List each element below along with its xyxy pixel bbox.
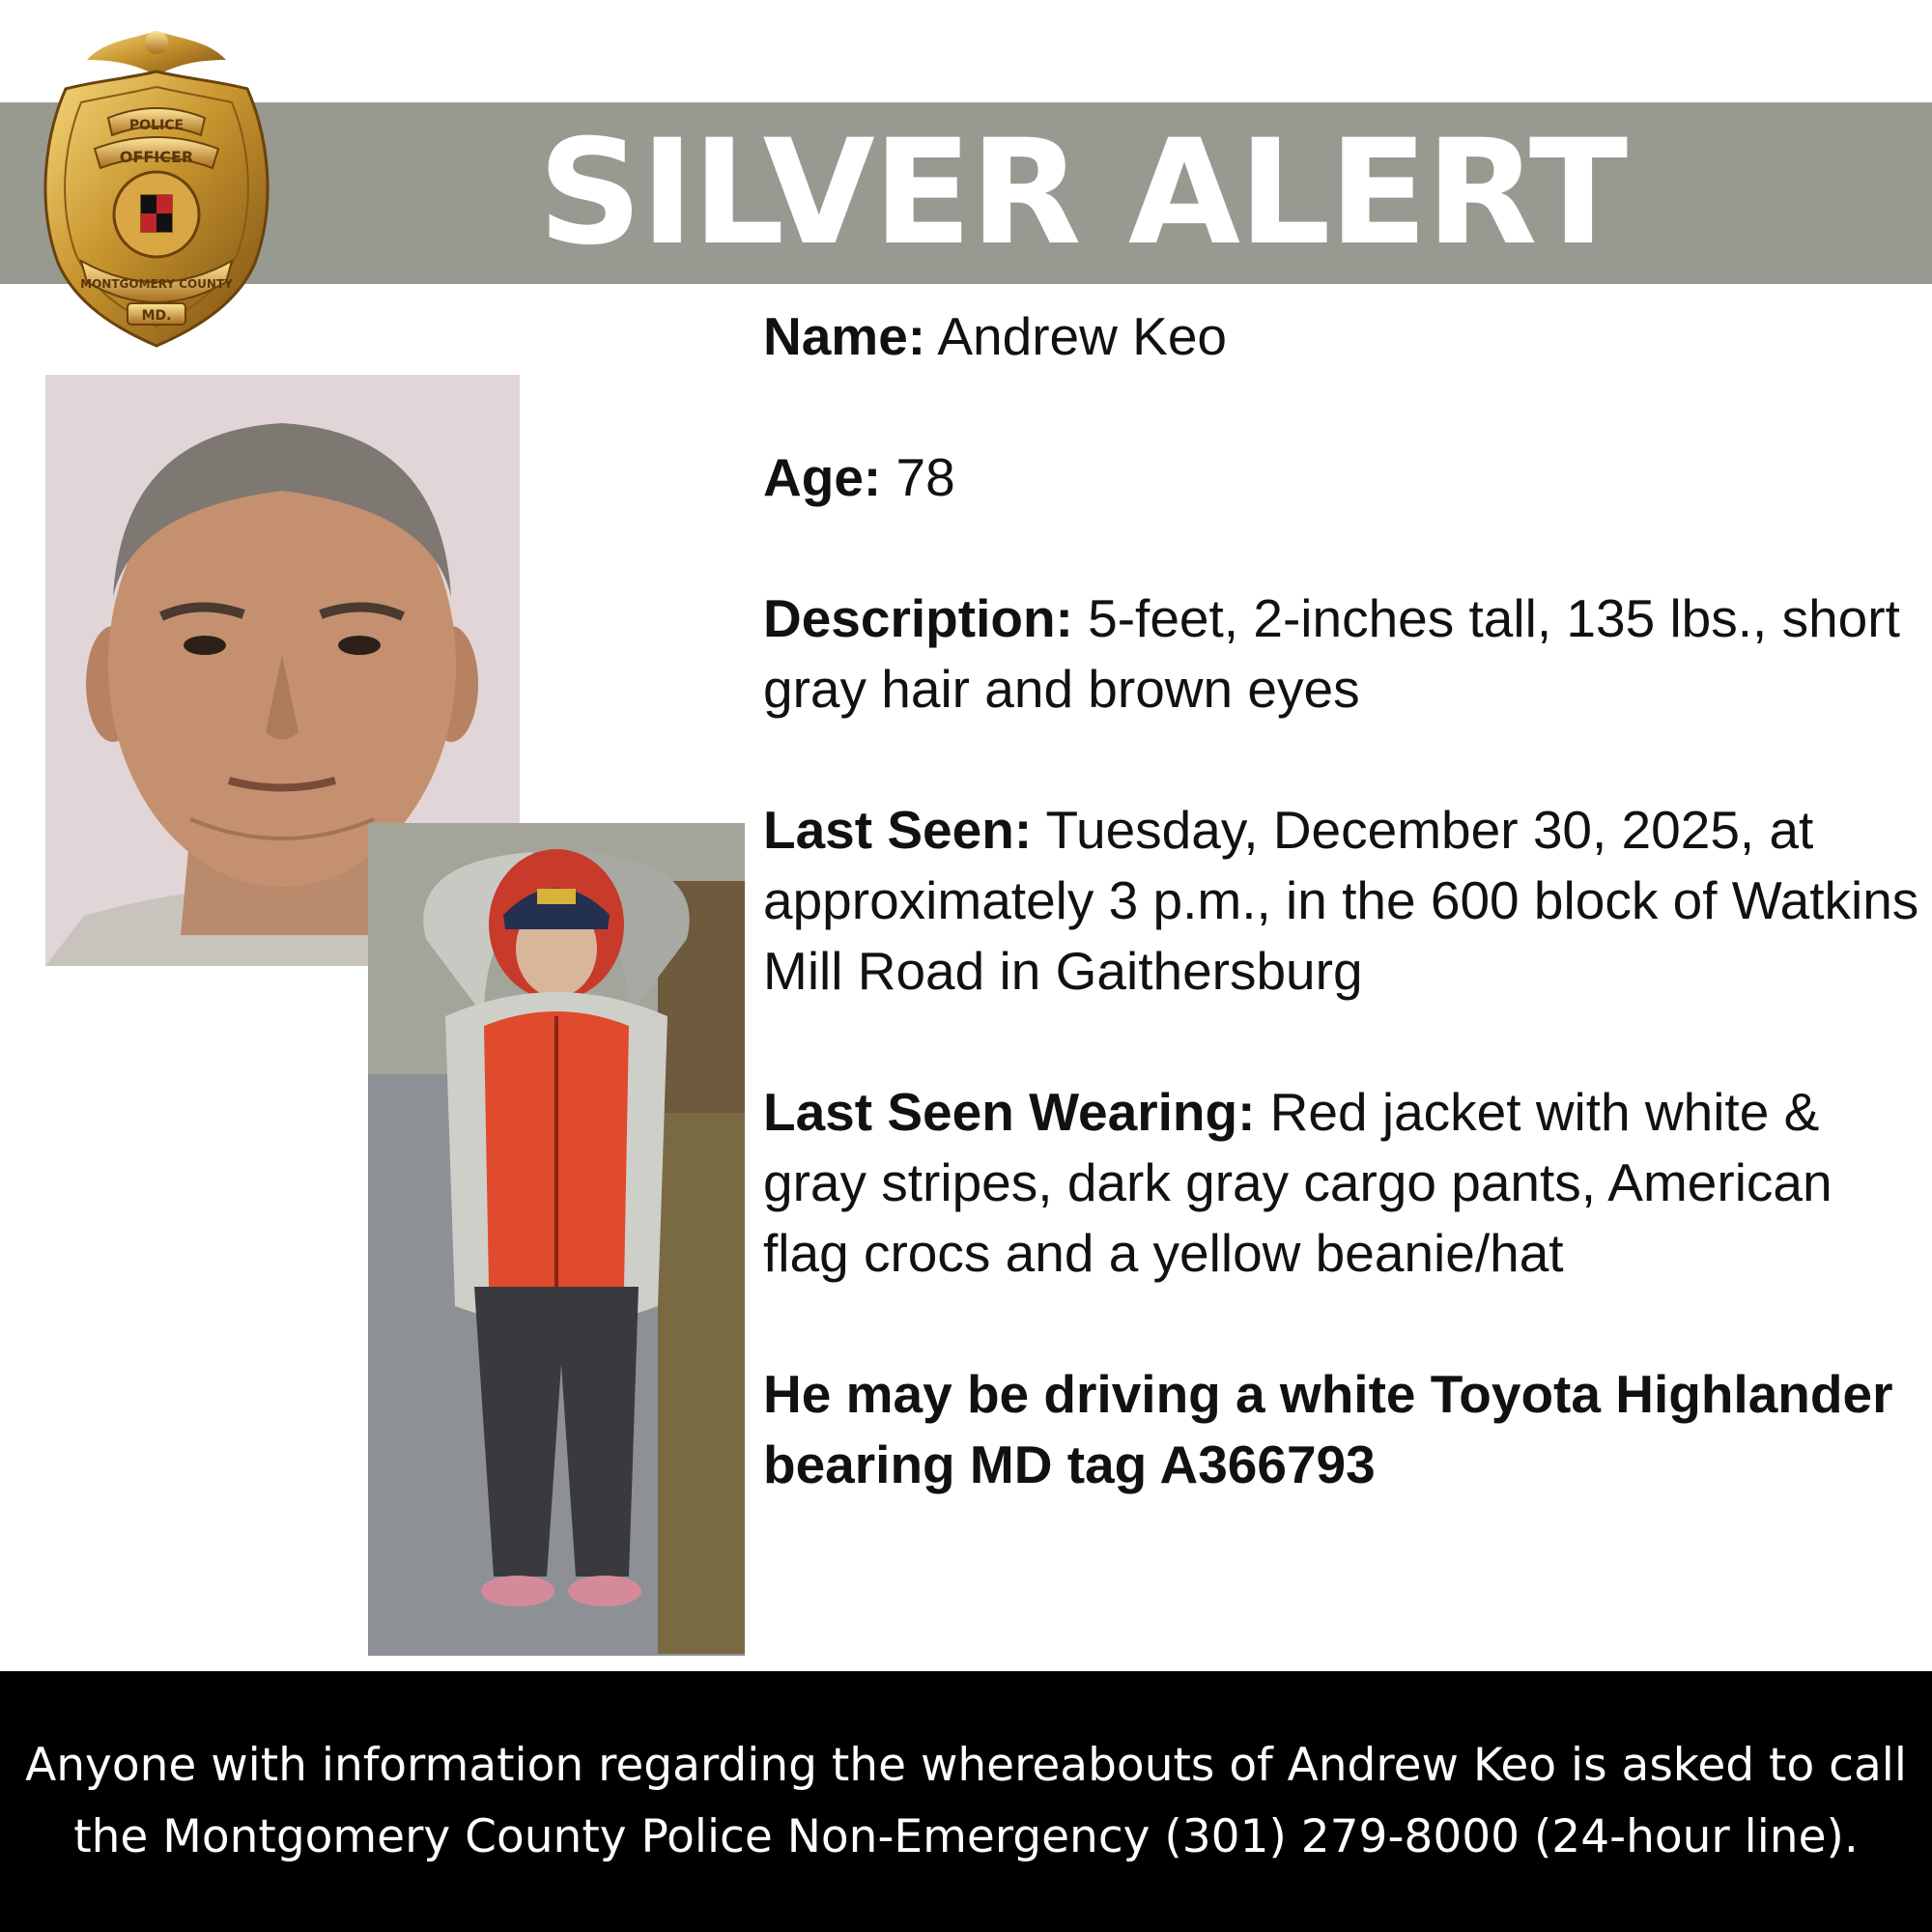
description-label: Description: xyxy=(763,588,1073,648)
wearing-label: Last Seen Wearing: xyxy=(763,1082,1256,1142)
name-value: Andrew Keo xyxy=(925,306,1227,366)
description-value: 5-feet, 2-inches tall, 135 lbs., short gray hair and brown eyes xyxy=(763,588,1900,719)
contact-footer xyxy=(0,1671,1932,1932)
description-row xyxy=(763,583,1922,724)
full-body-photo xyxy=(368,823,745,1656)
svg-text:MD.: MD. xyxy=(141,308,172,324)
age-value: 78 xyxy=(881,447,955,507)
age-row xyxy=(763,442,1922,513)
wearing-value: Red jacket with white & gray stripes, dark gray cargo pants, American flag crocs and a yellow beanie/hat xyxy=(763,1082,1833,1283)
name-label: Name: xyxy=(763,306,926,366)
last-seen-value: Tuesday, December 30, 2025, at approximately 3 p.m., in the 600 block of Watkins Mill Road in Gaithersburg xyxy=(763,800,1919,1001)
svg-text:POLICE: POLICE xyxy=(128,118,185,133)
age-label: Age: xyxy=(763,447,882,507)
svg-text:OFFICER: OFFICER xyxy=(119,148,194,166)
svg-text:MONTGOMERY COUNTY: MONTGOMERY COUNTY xyxy=(80,277,233,291)
name-row xyxy=(763,301,1922,372)
vehicle-notice: He may be driving a white Toyota Highlander bearing MD tag A366793 xyxy=(763,1364,1893,1494)
last-seen-row xyxy=(763,795,1922,1007)
alert-title: SILVER ALERT xyxy=(537,109,1627,277)
wearing-row xyxy=(763,1077,1922,1289)
police-badge-icon xyxy=(27,21,286,350)
alert-details xyxy=(763,301,1922,1571)
contact-text: Anyone with information regarding the whereabouts of Andrew Keo is asked to call the Montgomery County Police Non-Emergency (301) 279-8000 (24-hour line). xyxy=(25,1739,1907,1863)
last-seen-label: Last Seen: xyxy=(763,800,1033,860)
